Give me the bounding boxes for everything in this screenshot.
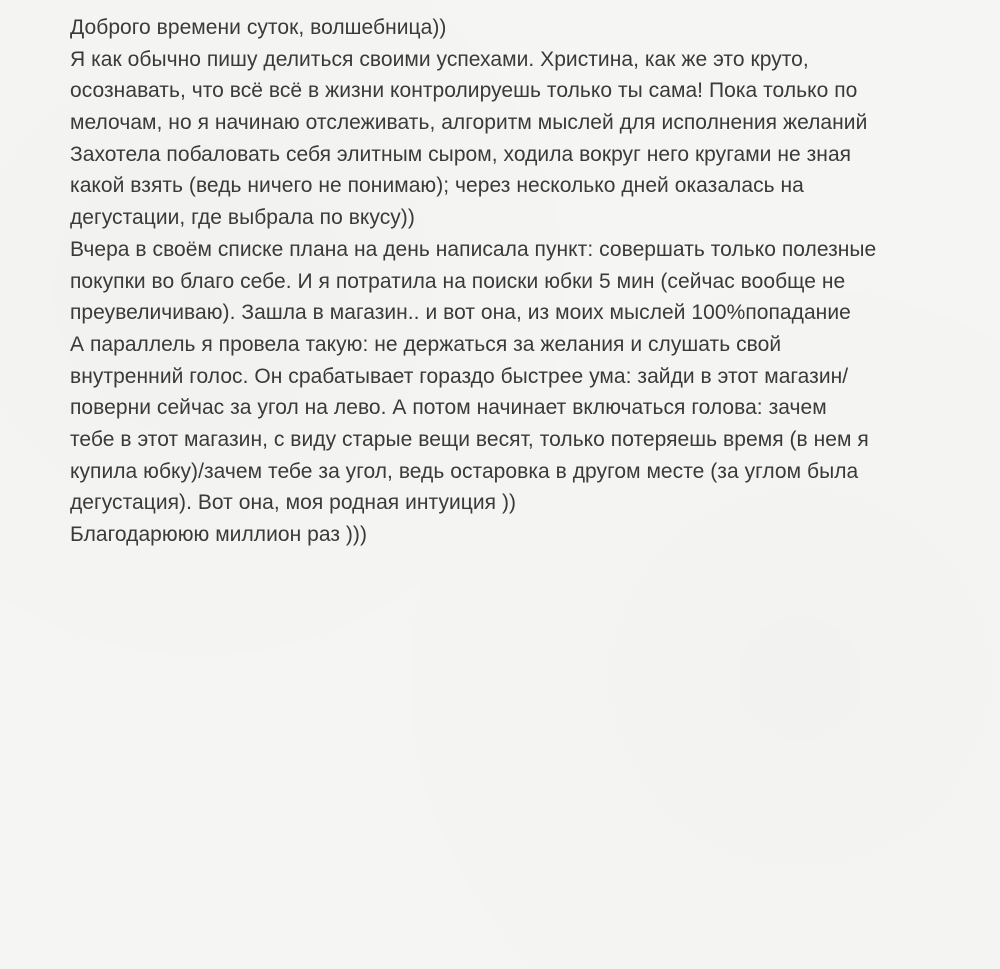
note-line: Вчера в своём списке плана на день написала пункт: совершать только полезные xyxy=(70,237,877,261)
note-line: тебе в этот магазин, с виду старые вещи весят, только потеряешь время (в нем я xyxy=(70,427,869,451)
note-line: дегустации, где выбрала по вкусу)) xyxy=(70,206,415,230)
note-line: купила юбку)/зачем тебе за угол, ведь остаровка в другом месте (за углом была xyxy=(70,459,859,483)
note-line: Захотела побаловать себя элитным сыром, ходила вокруг него кругами не зная xyxy=(70,142,852,166)
note-text[interactable] xyxy=(70,12,970,551)
note-line: поверни сейчас за угол на лево. А потом начинает включаться голова: зачем xyxy=(70,396,827,420)
note-line: дегустация). Вот она, моя родная интуиция )) xyxy=(70,491,517,515)
note-line: покупки во благо себе. И я потратила на поиски юбки 5 мин (сейчас вообще не xyxy=(70,269,846,293)
note-line: осознавать, что всё всё в жизни контролируешь только ты сама! Пока только по xyxy=(70,79,858,103)
note-line: мелочам, но я начинаю отслеживать, алгоритм мыслей для исполнения желаний xyxy=(70,111,868,135)
note-line: Я как обычно пишу делиться своими успехами. Христина, как же это круто, xyxy=(70,47,809,71)
note-line: преувеличиваю). Зашла в магазин.. и вот она, из моих мыслей 100%попадание xyxy=(70,301,851,325)
note-line: внутренний голос. Он срабатывает гораздо быстрее ума: зайди в этот магазин/ xyxy=(70,364,849,388)
note-line: А параллель я провела такую: не держаться за желания и слушать свой xyxy=(70,332,782,356)
note-line: Доброго времени суток, волшебница)) xyxy=(70,16,447,39)
note-line: какой взять (ведь ничего не понимаю); через несколько дней оказалась на xyxy=(70,174,804,198)
note-line: Благодарююю миллион раз ))) xyxy=(70,523,368,546)
